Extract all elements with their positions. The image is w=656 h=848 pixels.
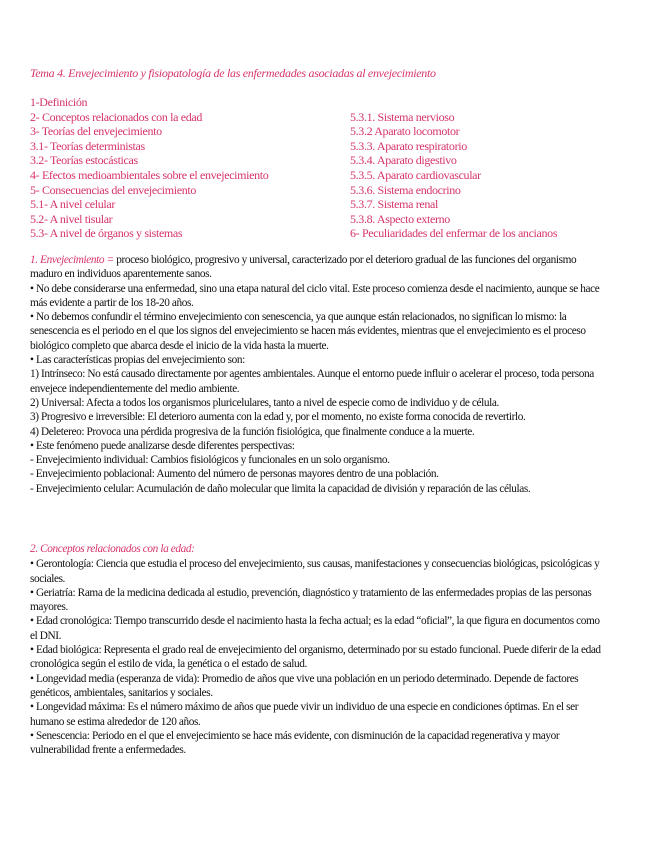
- paragraph: • Las características propias del envejecimiento son:: [30, 354, 245, 367]
- section-heading: 1. Envejecimiento =: [30, 254, 114, 266]
- toc-item: 1-Definición: [30, 95, 88, 109]
- section-heading: 2. Conceptos relacionados con la edad:: [30, 543, 195, 555]
- paragraph: • Edad biológica: Representa el grado real de envejecimiento del organismo, determinado por su estado funcional. Puede diferir de la edad cronológica según el estilo de vida, la genética o el estado de salud.: [30, 644, 601, 671]
- toc-right-column: [350, 110, 557, 241]
- toc-item: 3- Teorías del envejecimiento: [30, 124, 162, 139]
- toc-item: 5.3.7. Sistema renal: [350, 197, 438, 212]
- paragraph: • Longevidad máxima: Es el número máximo de años que puede vivir un individuo de una especie en condiciones óptimas. En el ser humano se estima alrededor de 120 años.: [30, 701, 579, 728]
- paragraph: • Senescencia: Periodo en el que el envejecimiento se hace más evidente, con disminución de la capacidad regenerativa y mayor vulnerabilidad frente a enfermedades.: [30, 729, 560, 757]
- paragraph: 4) Deletereo: Provoca una pérdida progresiva de la función fisiológica, que finalmente conduce a la muerte.: [30, 425, 475, 438]
- paragraph: - Envejecimiento poblacional: Aumento del número de personas mayores dentro de una población.: [30, 468, 439, 481]
- toc-item: 3.1- Teorías deterministas: [30, 138, 145, 153]
- toc-item: 5.3.1. Sistema nervioso: [350, 109, 455, 124]
- toc-item: 5.3.3. Aparato respiratorio: [350, 138, 467, 153]
- document-title: Tema 4. Envejecimiento y fisiopatología de las enfermedades asociadas al envejecimiento: [30, 66, 436, 80]
- section-intro-text: proceso biológico, progresivo y universal, caracterizado por el deterioro gradual de las funciones del organismo maduro en individuos aparentemente sanos.: [30, 254, 577, 281]
- toc-item: 5.3.5. Aparato cardiovascular: [350, 167, 481, 182]
- toc-item: 5.3- A nivel de órganos y sistemas: [30, 226, 183, 241]
- paragraph: • No debe considerarse una enfermedad, sino una etapa natural del ciclo vital. Este proceso comienza desde el nacimiento, aunque se hace más evidente a partir de los 18-20 años.: [30, 282, 600, 309]
- toc-item: 5.1- A nivel celular: [30, 197, 115, 212]
- toc-item: 6- Peculiaridades del enfermar de los ancianos: [350, 226, 558, 241]
- paragraph: • Geriatría: Rama de la medicina dedicada al estudio, prevención, diagnóstico y tratamiento de las enfermedades propias de las personas mayores.: [30, 586, 592, 614]
- paragraph: • Gerontología: Ciencia que estudia el proceso del envejecimiento, sus causas, manifestaciones y consecuencias biológicas, psicológicas y sociales.: [30, 558, 600, 585]
- paragraph: • No debemos confundir el término envejecimiento con senescencia, ya que aunque están relacionados, no significan lo mismo: la senescencia es el periodo en el que los signos del envejecimiento se hacen más evidentes, mientras que el envejecimiento es el proceso biológico completo que abarca desde el inicio de la vida hasta la muerte.: [30, 311, 586, 352]
- toc-item: 5.3.2 Aparato locomotor: [350, 124, 460, 139]
- toc-left-column: [30, 95, 268, 241]
- paragraph: 3) Progresivo e irreversible: El deterioro aumenta con la edad y, por el momento, no existe forma conocida de revertirlo.: [30, 411, 526, 424]
- section-intro: [30, 253, 608, 282]
- paragraph: 2) Universal: Afecta a todos los organismos pluricelulares, tanto a nivel de especie como de individuo y de célula.: [30, 396, 499, 409]
- paragraph: - Envejecimiento individual: Cambios fisiológicos y funcionales en un solo organismo.: [30, 454, 390, 467]
- toc-item: 5- Consecuencias del envejecimiento: [30, 182, 197, 197]
- paragraph: 1) Intrínseco: No está causado directamente por agentes ambientales. Aunque el entorno puede influir o acelerar el proceso, toda persona envejece independientemente del medio ambiente.: [30, 368, 594, 395]
- paragraph: - Envejecimiento celular: Acumulación de daño molecular que limita la capacidad de división y reparación de las células.: [30, 482, 531, 495]
- toc-item: 5.3.4. Aparato digestivo: [350, 153, 457, 168]
- toc-item: 5.3.6. Sistema endocrino: [350, 182, 461, 197]
- section-definition: [30, 253, 608, 496]
- paragraph: • Edad cronológica: Tiempo transcurrido desde el nacimiento hasta la fecha actual; es la edad “oficial”, la que figura en documentos como el DNI.: [30, 615, 600, 642]
- toc-item: 3.2- Teorías estocásticas: [30, 153, 138, 168]
- toc-item: 5.3.8. Aspecto externo: [350, 211, 450, 226]
- toc-item: 4- Efectos medioambientales sobre el envejecimiento: [30, 167, 269, 182]
- toc-item: 2- Conceptos relacionados con la edad: [30, 109, 202, 124]
- paragraph: • Este fenómeno puede analizarse desde diferentes perspectivas:: [30, 439, 295, 452]
- section-concepts: [30, 542, 608, 757]
- paragraph: • Longevidad media (esperanza de vida): Promedio de años que vive una población en un periodo determinado. Depende de factores genéticos, ambientales, sanitarios y sociales.: [30, 672, 579, 699]
- toc-item: 5.2- A nivel tisular: [30, 211, 113, 226]
